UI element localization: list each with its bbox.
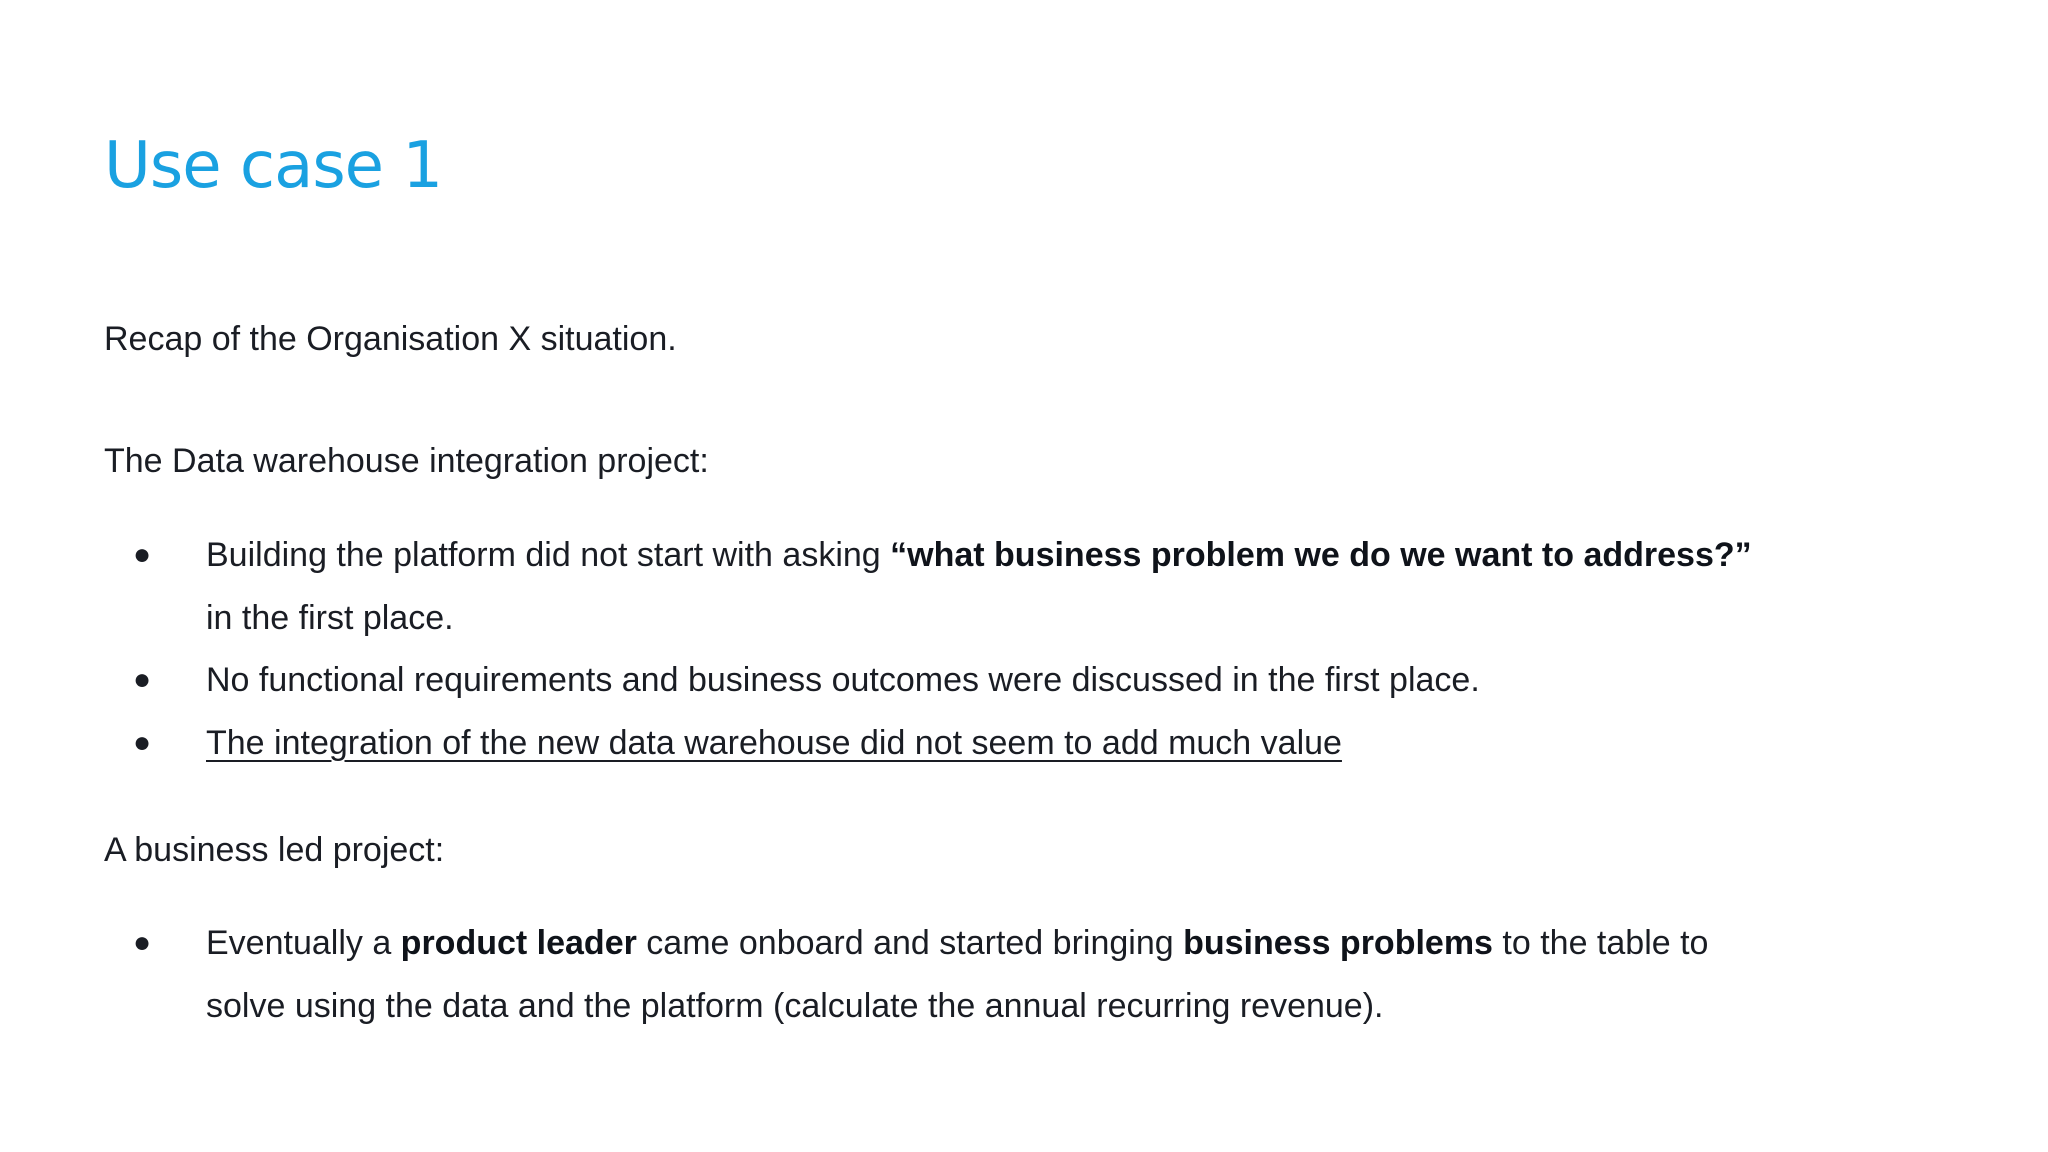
bullet-text: to the table to solve using the data and the platform (calculate the annual recurring revenue). (206, 924, 1709, 1025)
list-item (104, 912, 1764, 1037)
bullet-bold-text: business problems (1183, 924, 1493, 962)
list-item (104, 649, 1764, 712)
bullet-bold-text: product leader (400, 924, 637, 962)
bullet-text: Building the platform did not start with asking (206, 536, 891, 574)
list-item (104, 712, 1764, 775)
section-heading-business-led: A business led project: (104, 831, 445, 869)
bullet-icon: ● (133, 538, 152, 571)
bullet-icon: ● (133, 926, 152, 959)
bullet-text: came onboard and started bringing (636, 924, 1184, 962)
bullet-text: No functional requirements and business outcomes were discussed in the first place. (206, 661, 1480, 699)
slide-title: Use case 1 (104, 129, 443, 203)
bullet-icon: ● (133, 725, 152, 759)
bullet-list-business-led (104, 912, 1764, 1037)
bullet-text: in the first place. (206, 598, 454, 637)
bullet-text: Eventually a (206, 924, 401, 962)
bullet-underlined-text: The integration of the new data warehouse did not seem to add much value (206, 723, 1342, 762)
section-heading-data-warehouse: The Data warehouse integration project: (104, 442, 709, 480)
bullet-list-data-warehouse (104, 524, 1764, 774)
list-item (104, 524, 1764, 649)
bullet-icon: ● (133, 663, 152, 696)
bullet-bold-text: “what business problem we do we want to address?” (890, 536, 1752, 574)
recap-text: Recap of the Organisation X situation. (104, 320, 677, 358)
